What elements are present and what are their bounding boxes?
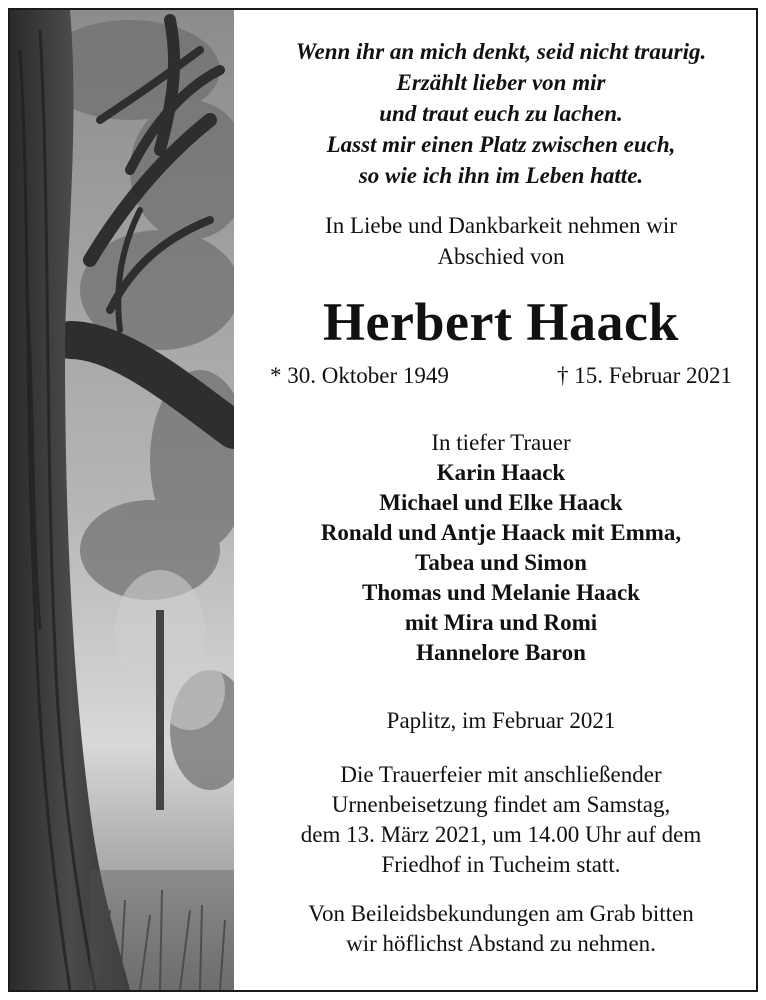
- obituary-text: [246, 10, 756, 990]
- funeral-line: Die Trauerfeier mit anschließender: [340, 762, 662, 787]
- funeral-info: [246, 760, 756, 880]
- birth-date: * 30. Oktober 1949: [270, 363, 449, 388]
- funeral-line: Urnenbeisetzung findet am Samstag,: [331, 792, 671, 817]
- mourner-line: Michael und Elke Haack: [379, 490, 623, 515]
- mourner-line: Thomas und Melanie Haack: [362, 580, 640, 605]
- mourner-line: Ronald und Antje Haack mit Emma,: [320, 520, 682, 545]
- poem-line: so wie ich ihn im Leben hatte.: [358, 163, 644, 188]
- poem-line: Wenn ihr an mich denkt, seid nicht traurig.: [295, 39, 707, 64]
- poem-line: Lasst mir einen Platz zwischen euch,: [326, 132, 676, 157]
- mourner-line: mit Mira und Romi: [404, 610, 598, 635]
- place-date: Paplitz, im Februar 2021: [386, 708, 616, 733]
- obituary-notice: [8, 8, 758, 992]
- funeral-line: dem 13. März 2021, um 14.00 Uhr auf dem: [300, 822, 702, 847]
- tree-photo: [10, 10, 234, 990]
- farewell-intro: [246, 210, 756, 272]
- poem-line: Erzählt lieber von mir: [396, 70, 606, 95]
- mourner-line: Karin Haack: [436, 460, 566, 485]
- condolence-line: Von Beileidsbekundungen am Grab bitten: [308, 901, 694, 926]
- mourner-line: Hannelore Baron: [416, 640, 586, 665]
- intro-line: In Liebe und Dankbarkeit nehmen wir: [325, 213, 677, 238]
- intro-line: Abschied von: [437, 244, 565, 269]
- funeral-line: Friedhof in Tucheim statt.: [381, 852, 621, 877]
- mourning-heading: In tiefer Trauer: [431, 430, 571, 455]
- condolence-note: [246, 899, 756, 959]
- mourners-list: [246, 458, 756, 668]
- memorial-poem: [246, 36, 756, 191]
- life-dates: [270, 360, 732, 391]
- deceased-name: Herbert Haack: [323, 292, 679, 352]
- death-date: † 15. Februar 2021: [556, 363, 732, 388]
- mourner-line: Tabea und Simon: [415, 550, 587, 575]
- poem-line: und traut euch zu lachen.: [379, 101, 623, 126]
- condolence-line: wir höflichst Abstand zu nehmen.: [346, 931, 656, 956]
